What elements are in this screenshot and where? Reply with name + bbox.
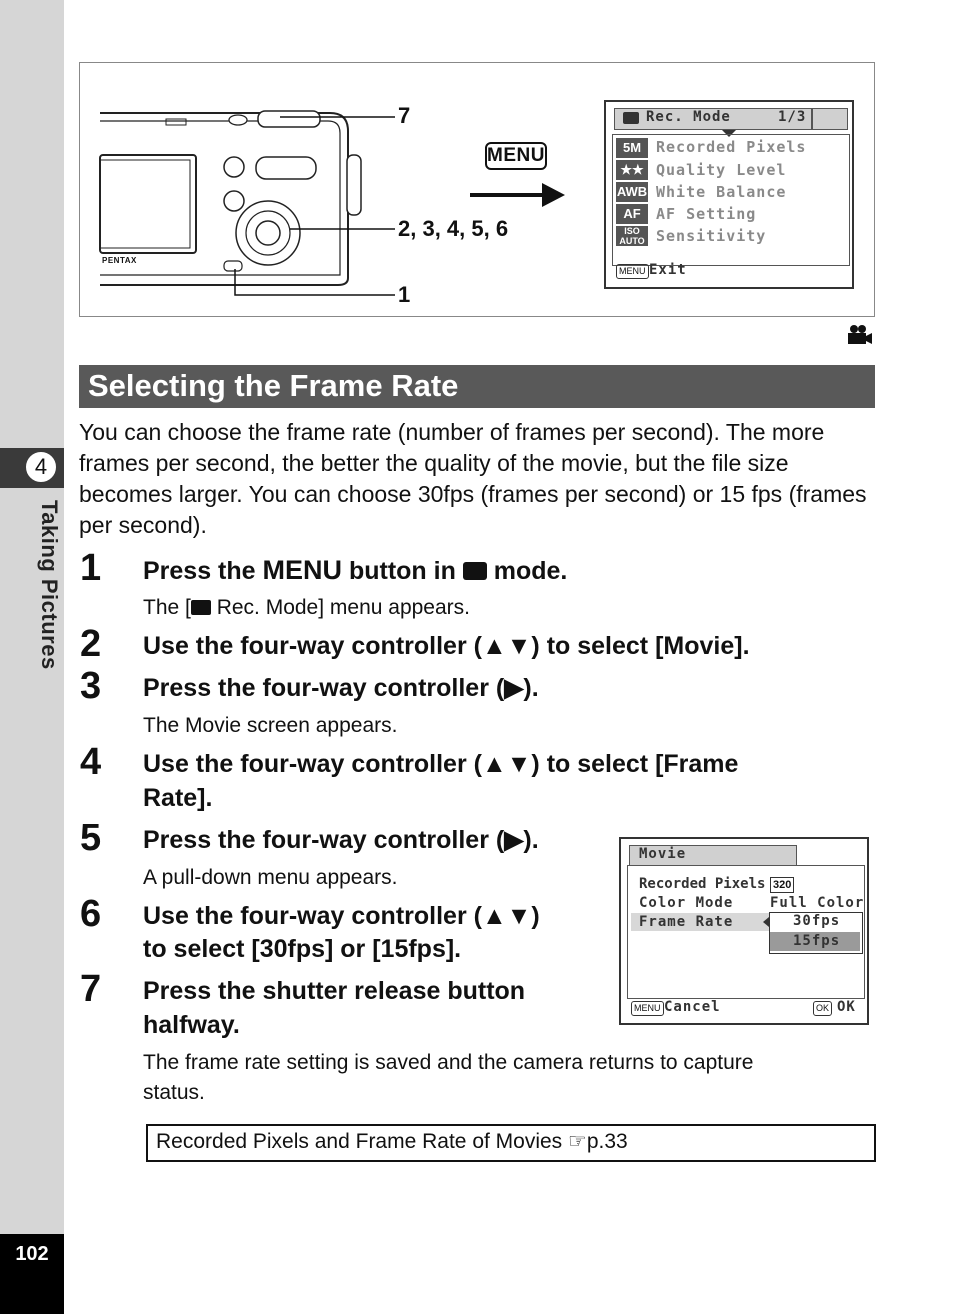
step-number: 1 bbox=[80, 547, 102, 589]
step-heading-part: Press the bbox=[143, 557, 263, 585]
step-number: 6 bbox=[80, 893, 102, 935]
rec-mode-page-indicator: 1/3 bbox=[778, 109, 807, 125]
option-30fps[interactable]: 30fps bbox=[793, 913, 841, 929]
step-heading: Use the four-way controller (▲▼) bbox=[143, 902, 540, 930]
movie-tab-title: Movie bbox=[639, 846, 687, 862]
camera-icon bbox=[191, 600, 211, 615]
step-note: The frame rate setting is saved and the camera returns to capture bbox=[143, 1051, 754, 1074]
step-number: 3 bbox=[80, 665, 102, 707]
menu-item-af-setting[interactable]: AF Setting bbox=[656, 205, 757, 223]
menu-text: MENU bbox=[262, 555, 343, 585]
ok-button-badge: OK bbox=[813, 1001, 832, 1016]
exit-label[interactable]: Exit bbox=[649, 262, 687, 278]
menu-item-white-balance[interactable]: White Balance bbox=[656, 183, 787, 201]
step-heading: Use the four-way controller (▲▼) to select [Frame bbox=[143, 750, 739, 778]
cancel-label[interactable]: Cancel bbox=[664, 999, 721, 1015]
movie-mode-icon bbox=[846, 323, 874, 347]
menu-item-recorded-pixels[interactable]: Recorded Pixels bbox=[656, 138, 807, 156]
camera-icon bbox=[463, 562, 487, 580]
step-note bbox=[143, 593, 470, 623]
ok-label[interactable]: OK bbox=[837, 999, 856, 1015]
option-15fps[interactable]: 15fps bbox=[793, 933, 841, 949]
recorded-pixels-icon: 5M bbox=[616, 138, 648, 158]
step-note-line2: status. bbox=[143, 1081, 205, 1104]
step-heading-line2: Rate]. bbox=[143, 784, 213, 812]
step-note-part: The [ bbox=[143, 596, 191, 619]
camera-icon bbox=[623, 112, 639, 124]
step-number: 4 bbox=[80, 741, 102, 783]
sensitivity-icon: ISO AUTO bbox=[616, 226, 648, 246]
row-color-mode[interactable]: Color Mode bbox=[639, 895, 734, 911]
rec-mode-screen bbox=[604, 100, 854, 289]
af-setting-icon: AF bbox=[616, 204, 648, 224]
step-note-part: Rec. Mode] menu appears. bbox=[210, 596, 470, 619]
callout-shutter: 7 bbox=[398, 103, 411, 128]
rec-mode-tab-right bbox=[812, 108, 848, 130]
row-recorded-pixels[interactable]: Recorded Pixels bbox=[639, 876, 766, 892]
step-number: 5 bbox=[80, 817, 102, 859]
chapter-number: 4 bbox=[24, 450, 58, 484]
callout-menu-button: 1 bbox=[398, 282, 411, 307]
step-heading: Press the shutter release button bbox=[143, 977, 526, 1005]
menu-item-sensitivity[interactable]: Sensitivity bbox=[656, 227, 767, 245]
step-heading-line2: to select [30fps] or [15fps]. bbox=[143, 935, 462, 963]
step-heading-line2: halfway. bbox=[143, 1011, 240, 1039]
step-note: A pull-down menu appears. bbox=[143, 866, 398, 889]
menu-item-quality-level[interactable]: Quality Level bbox=[656, 161, 787, 179]
chapter-label: Taking Pictures bbox=[37, 500, 62, 670]
step-heading: Use the four-way controller (▲▼) to select [Movie]. bbox=[143, 632, 750, 660]
white-balance-icon: AWB bbox=[616, 182, 648, 202]
step-heading bbox=[143, 553, 567, 588]
quality-level-icon: ★★ bbox=[616, 160, 648, 180]
step-note: The Movie screen appears. bbox=[143, 714, 398, 737]
row-frame-rate[interactable]: Frame Rate bbox=[639, 914, 734, 930]
menu-button-badge: MENU bbox=[616, 264, 649, 279]
menu-button-label: MENU bbox=[485, 142, 547, 170]
reference-link[interactable]: Recorded Pixels and Frame Rate of Movies ☞p.33 bbox=[156, 1130, 628, 1153]
callout-controller: 2, 3, 4, 5, 6 bbox=[398, 216, 509, 241]
step-number: 7 bbox=[80, 968, 102, 1010]
intro-paragraph: You can choose the frame rate (number of frames per second). The more frames per second, the better the quality of the movie, but the file size becomes larger. You can choose 30fps (frames per second) or 15 fps (frames per second). bbox=[79, 419, 867, 538]
color-mode-value: Full Color bbox=[770, 895, 865, 911]
step-heading-part: button in bbox=[342, 557, 463, 585]
camera-brand: PENTAX bbox=[102, 256, 137, 265]
menu-button-badge: MENU bbox=[631, 1001, 664, 1016]
rec-mode-title: Rec. Mode bbox=[646, 109, 731, 125]
section-title: Selecting the Frame Rate bbox=[88, 368, 459, 403]
page-number: 102 bbox=[15, 1243, 49, 1265]
step-heading-part: mode. bbox=[486, 557, 568, 585]
step-heading: Press the four-way controller (▶). bbox=[143, 674, 539, 702]
recorded-pixels-value: 320 bbox=[770, 877, 794, 893]
movie-screen bbox=[619, 837, 869, 1025]
step-number: 2 bbox=[80, 623, 102, 665]
step-heading: Press the four-way controller (▶). bbox=[143, 826, 539, 854]
